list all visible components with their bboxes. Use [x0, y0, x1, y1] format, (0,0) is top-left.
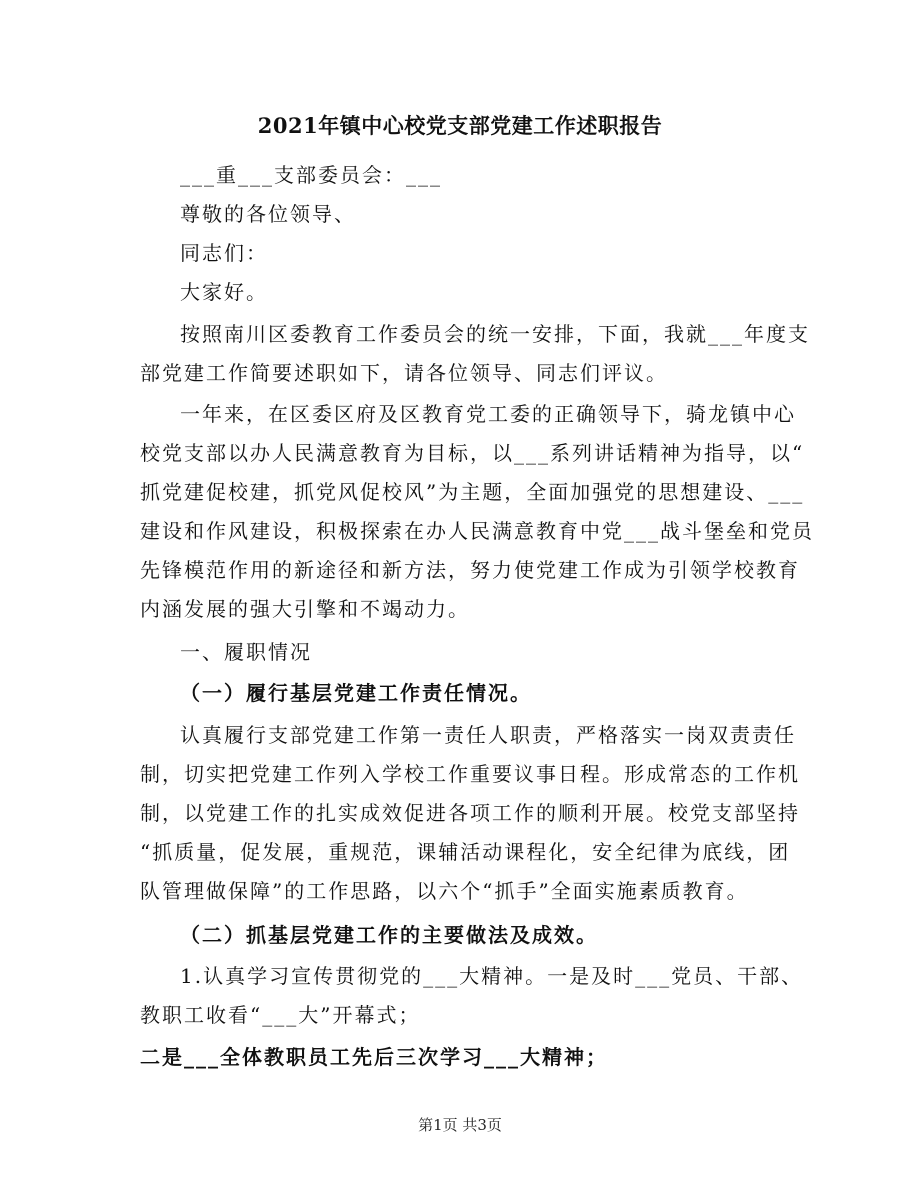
- paragraph-line: 制，以党建工作的扎实成效促进各项工作的顺利开展。校党支部坚持: [140, 801, 800, 825]
- page-number: 第1页 共3页: [418, 1116, 502, 1134]
- document-title: 2021年镇中心校党支部党建工作述职报告: [257, 113, 663, 138]
- paragraph-line-bold: 二是___全体教职员工先后三次学习___大精神；: [140, 1045, 608, 1069]
- paragraph-line: 认真履行支部党建工作第一责任人职责，严格落实一岗双责责任: [180, 723, 796, 747]
- paragraph-line: 先锋模范作用的新途径和新方法，努力使党建工作成为引领学校教育: [140, 558, 800, 582]
- paragraph-line: “抓质量，促发展，重规范，课辅活动课程化，安全纪律为底线，团: [140, 840, 791, 864]
- paragraph-line: 按照南川区委教育工作委员会的统一安排，下面，我就___年度支: [180, 322, 810, 346]
- salutation-comrades: 同志们：: [180, 241, 268, 265]
- section-heading: 一、履职情况: [180, 640, 312, 664]
- salutation-committee: ___重___支部委员会：___: [180, 163, 442, 187]
- paragraph-line: 建设和作风建设，积极探索在办人民满意教育中党___战斗堡垒和党员: [140, 519, 814, 543]
- paragraph-line: 内涵发展的强大引擎和不竭动力。: [140, 597, 470, 621]
- salutation-leaders: 尊敬的各位领导、: [180, 202, 356, 226]
- paragraph-line: 校党支部以办人民满意教育为目标，以___系列讲话精神为指导，以“: [140, 441, 805, 465]
- paragraph-line: 队管理做保障”的工作思路，以六个“抓手”全面实施素质教育。: [140, 879, 749, 903]
- subsection-heading: （一）履行基层党建工作责任情况。: [180, 681, 532, 705]
- paragraph-line: 制，切实把党建工作列入学校工作重要议事日程。形成常态的工作机: [140, 762, 800, 786]
- paragraph-line: 教职工收看“___大”开幕式；: [140, 1003, 421, 1027]
- paragraph-line: 1.认真学习宣传贯彻党的___大精神。一是及时___党员、干部、: [180, 964, 804, 988]
- paragraph-line: 部党建工作简要述职如下，请各位领导、同志们评议。: [140, 361, 668, 385]
- paragraph-line: 抓党建促校建，抓党风促校风”为主题，全面加强党的思想建设、___: [140, 480, 805, 504]
- paragraph-line: 一年来，在区委区府及区教育党工委的正确领导下，骑龙镇中心: [180, 402, 796, 426]
- subsection-heading: （二）抓基层党建工作的主要做法及成效。: [180, 923, 598, 947]
- greeting: 大家好。: [180, 280, 268, 304]
